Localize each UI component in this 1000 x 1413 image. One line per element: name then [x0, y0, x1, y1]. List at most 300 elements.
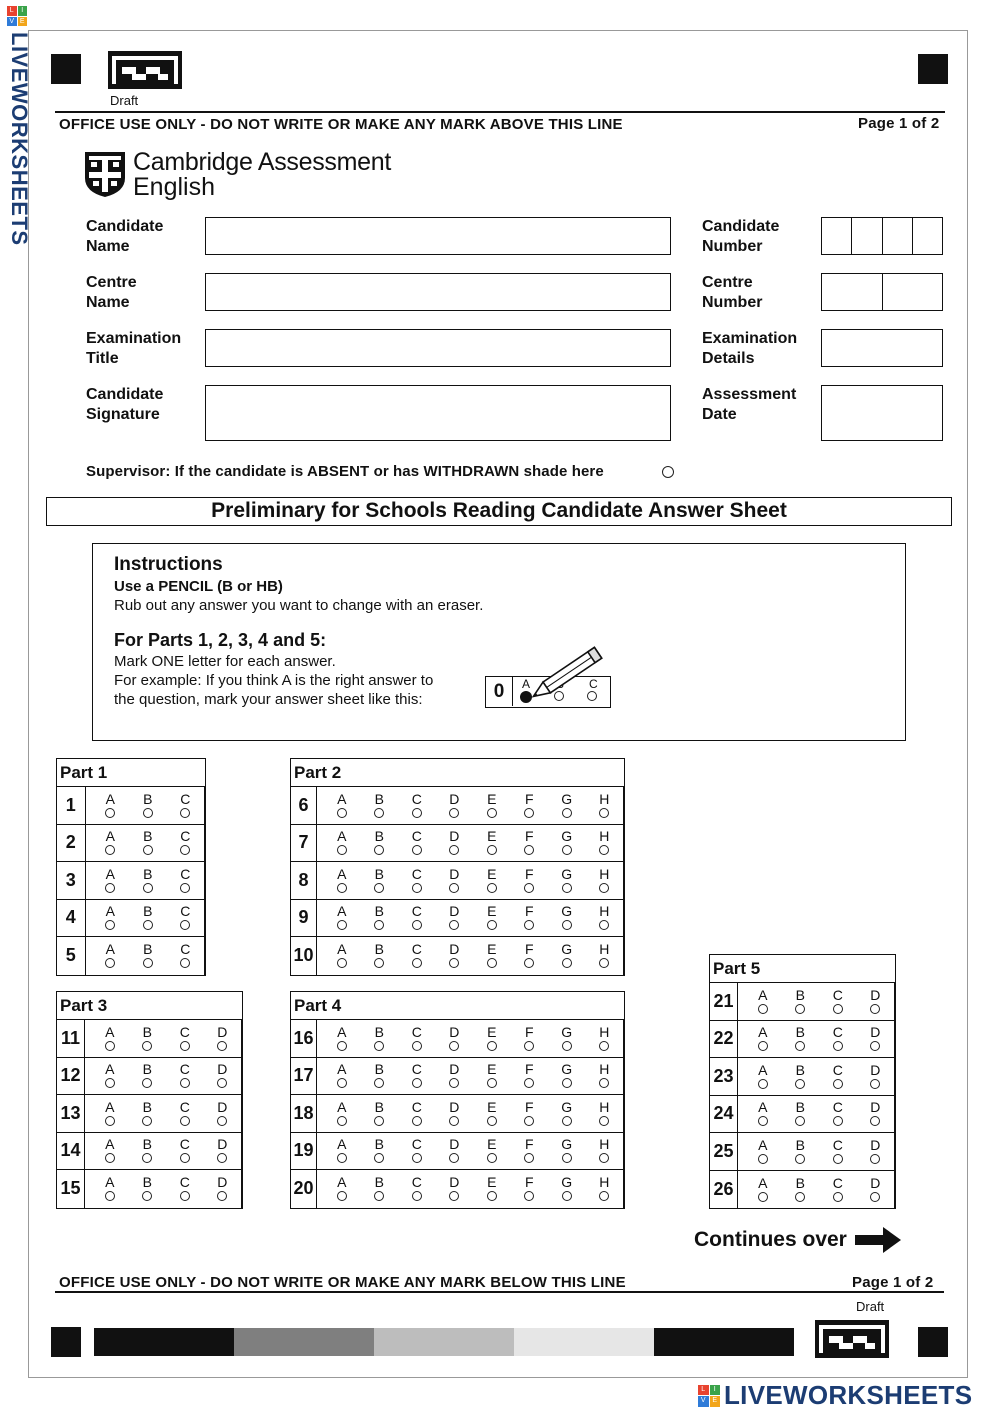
- answer-bubble[interactable]: [412, 808, 422, 818]
- answer-bubble[interactable]: [143, 920, 153, 930]
- answer-option-c[interactable]: [398, 1058, 436, 1095]
- answer-option-f[interactable]: [511, 1020, 549, 1057]
- answer-bubble[interactable]: [599, 1078, 609, 1088]
- answer-bubble[interactable]: [487, 1191, 497, 1201]
- answer-option-e[interactable]: [473, 1133, 511, 1170]
- answer-option-b[interactable]: [361, 1095, 399, 1132]
- answer-option-a[interactable]: [323, 1095, 361, 1132]
- answer-bubble[interactable]: [374, 845, 384, 855]
- answer-option-b[interactable]: [129, 900, 167, 937]
- answer-bubble[interactable]: [487, 808, 497, 818]
- answer-bubble[interactable]: [337, 883, 347, 893]
- answer-bubble[interactable]: [562, 1191, 572, 1201]
- answer-option-f[interactable]: [511, 937, 549, 975]
- answer-option-a[interactable]: [92, 937, 130, 975]
- examination-title-field[interactable]: [205, 329, 671, 367]
- answer-option-a[interactable]: [92, 825, 130, 862]
- answer-bubble[interactable]: [795, 1116, 805, 1126]
- answer-bubble[interactable]: [795, 1154, 805, 1164]
- answer-bubble[interactable]: [143, 808, 153, 818]
- answer-bubble[interactable]: [412, 920, 422, 930]
- option-letter: B: [143, 828, 153, 845]
- answer-option-a[interactable]: [744, 1058, 782, 1095]
- answer-option-d[interactable]: [857, 1096, 895, 1133]
- answer-bubble[interactable]: [599, 958, 609, 968]
- answer-bubble[interactable]: [217, 1116, 227, 1126]
- answer-bubble[interactable]: [870, 1041, 880, 1051]
- answer-option-a[interactable]: [744, 983, 782, 1020]
- answer-option-d[interactable]: [436, 937, 474, 975]
- answer-bubble[interactable]: [449, 1116, 459, 1126]
- answer-option-f[interactable]: [511, 1133, 549, 1170]
- answer-bubble[interactable]: [487, 883, 497, 893]
- answer-bubble[interactable]: [870, 1192, 880, 1202]
- answer-bubble[interactable]: [374, 1116, 384, 1126]
- answer-bubble[interactable]: [562, 1116, 572, 1126]
- answer-option-a[interactable]: [91, 1058, 129, 1095]
- answer-option-c[interactable]: [398, 1133, 436, 1170]
- answer-option-e[interactable]: [473, 862, 511, 899]
- answer-option-d[interactable]: [436, 1095, 474, 1132]
- answer-bubble[interactable]: [412, 1191, 422, 1201]
- answer-option-c[interactable]: [398, 1095, 436, 1132]
- answer-option-c[interactable]: [166, 1095, 204, 1132]
- answer-bubble[interactable]: [374, 1078, 384, 1088]
- answer-option-c[interactable]: [819, 1096, 857, 1133]
- answer-option-a[interactable]: [323, 1133, 361, 1170]
- part-title: Part 5: [709, 954, 896, 982]
- answer-bubble[interactable]: [833, 1154, 843, 1164]
- answer-option-g[interactable]: [548, 862, 586, 899]
- answer-bubble[interactable]: [795, 1041, 805, 1051]
- answer-option-d[interactable]: [204, 1095, 242, 1132]
- answer-bubble[interactable]: [599, 845, 609, 855]
- answer-bubble[interactable]: [524, 883, 534, 893]
- answer-option-b[interactable]: [129, 1058, 167, 1095]
- answer-option-f[interactable]: [511, 862, 549, 899]
- answer-option-h[interactable]: [586, 1020, 624, 1057]
- answer-bubble[interactable]: [105, 920, 115, 930]
- answer-bubble[interactable]: [599, 1191, 609, 1201]
- answer-bubble[interactable]: [562, 1078, 572, 1088]
- centre-number-field[interactable]: [821, 273, 943, 311]
- office-notice-bottom: OFFICE USE ONLY - DO NOT WRITE OR MAKE ANY MARK BELOW THIS LINE: [59, 1274, 626, 1291]
- answer-option-c[interactable]: [167, 787, 205, 824]
- answer-option-c[interactable]: [166, 1133, 204, 1170]
- answer-bubble[interactable]: [180, 1116, 190, 1126]
- answer-bubble[interactable]: [833, 1079, 843, 1089]
- answer-option-a[interactable]: [91, 1095, 129, 1132]
- answer-bubble[interactable]: [337, 1116, 347, 1126]
- answer-option-a[interactable]: [744, 1021, 782, 1058]
- answer-option-b[interactable]: [361, 787, 399, 824]
- answer-option-e[interactable]: [473, 825, 511, 862]
- instructions-line1: Use a PENCIL (B or HB): [114, 578, 283, 595]
- answer-option-e[interactable]: [473, 1095, 511, 1132]
- answer-bubble[interactable]: [449, 845, 459, 855]
- answer-option-f[interactable]: [511, 1095, 549, 1132]
- answer-option-c[interactable]: [398, 862, 436, 899]
- answer-bubble[interactable]: [337, 808, 347, 818]
- answer-bubble[interactable]: [180, 920, 190, 930]
- answer-option-b[interactable]: [782, 1096, 820, 1133]
- answer-bubble[interactable]: [562, 1153, 572, 1163]
- answer-bubble[interactable]: [487, 1078, 497, 1088]
- answer-option-a[interactable]: [323, 937, 361, 975]
- answer-bubble[interactable]: [795, 1192, 805, 1202]
- answer-option-c[interactable]: [819, 1058, 857, 1095]
- answer-option-c[interactable]: [398, 900, 436, 937]
- answer-option-c[interactable]: [166, 1058, 204, 1095]
- answer-bubble[interactable]: [487, 1041, 497, 1051]
- answer-bubble[interactable]: [599, 1041, 609, 1051]
- answer-option-d[interactable]: [436, 825, 474, 862]
- answer-option-b[interactable]: [782, 1133, 820, 1170]
- answer-option-c[interactable]: [167, 937, 205, 975]
- answer-bubble[interactable]: [374, 1041, 384, 1051]
- answer-bubble[interactable]: [337, 1041, 347, 1051]
- answer-bubble[interactable]: [758, 1116, 768, 1126]
- answer-option-d[interactable]: [436, 1133, 474, 1170]
- answer-option-c[interactable]: [819, 1171, 857, 1209]
- answer-option-b[interactable]: [361, 862, 399, 899]
- answer-bubble[interactable]: [833, 1116, 843, 1126]
- answer-bubble[interactable]: [758, 1079, 768, 1089]
- answer-option-e[interactable]: [473, 1020, 511, 1057]
- answer-option-a[interactable]: [323, 825, 361, 862]
- answer-option-b[interactable]: [361, 1020, 399, 1057]
- answer-bubble[interactable]: [599, 920, 609, 930]
- answer-bubble[interactable]: [180, 958, 190, 968]
- answer-bubble[interactable]: [487, 845, 497, 855]
- answer-bubble[interactable]: [105, 958, 115, 968]
- answer-bubble[interactable]: [449, 920, 459, 930]
- answer-bubble[interactable]: [105, 808, 115, 818]
- answer-bubble[interactable]: [180, 1078, 190, 1088]
- answer-option-e[interactable]: [473, 937, 511, 975]
- answer-bubble[interactable]: [449, 1191, 459, 1201]
- answer-option-h[interactable]: [586, 1170, 624, 1208]
- answer-bubble[interactable]: [524, 1078, 534, 1088]
- centre-name-field[interactable]: [205, 273, 671, 311]
- answer-bubble[interactable]: [870, 1154, 880, 1164]
- answer-bubble[interactable]: [374, 1191, 384, 1201]
- answer-option-d[interactable]: [436, 1020, 474, 1057]
- answer-bubble[interactable]: [217, 1153, 227, 1163]
- answer-option-b[interactable]: [129, 1020, 167, 1057]
- answer-bubble[interactable]: [142, 1041, 152, 1051]
- answer-option-d[interactable]: [857, 983, 895, 1020]
- answer-option-a[interactable]: [744, 1133, 782, 1170]
- answer-option-b[interactable]: [782, 1171, 820, 1209]
- answer-bubble[interactable]: [524, 920, 534, 930]
- answer-bubble[interactable]: [870, 1116, 880, 1126]
- answer-bubble[interactable]: [105, 883, 115, 893]
- question-row: [291, 900, 623, 938]
- answer-bubble[interactable]: [833, 1192, 843, 1202]
- answer-option-e[interactable]: [473, 1058, 511, 1095]
- answer-bubble[interactable]: [795, 1004, 805, 1014]
- answer-option-e[interactable]: [473, 787, 511, 824]
- answer-option-a[interactable]: [323, 862, 361, 899]
- answer-option-f[interactable]: [511, 787, 549, 824]
- answer-bubble[interactable]: [142, 1191, 152, 1201]
- answer-option-a[interactable]: [92, 900, 130, 937]
- answer-bubble[interactable]: [562, 883, 572, 893]
- answer-bubble[interactable]: [412, 1153, 422, 1163]
- option-letter: G: [561, 865, 573, 882]
- answer-option-a[interactable]: [323, 1020, 361, 1057]
- answer-option-f[interactable]: [511, 825, 549, 862]
- answer-option-d[interactable]: [204, 1133, 242, 1170]
- answer-option-g[interactable]: [548, 937, 586, 975]
- answer-option-g[interactable]: [548, 1133, 586, 1170]
- answer-bubble[interactable]: [217, 1041, 227, 1051]
- answer-bubble[interactable]: [562, 845, 572, 855]
- answer-bubble[interactable]: [105, 1078, 115, 1088]
- answer-bubble[interactable]: [180, 845, 190, 855]
- answer-bubble[interactable]: [449, 958, 459, 968]
- answer-option-g[interactable]: [548, 1170, 586, 1208]
- answer-bubble[interactable]: [524, 1041, 534, 1051]
- answer-bubble[interactable]: [758, 1192, 768, 1202]
- answer-option-d[interactable]: [857, 1171, 895, 1209]
- answer-option-d[interactable]: [436, 1058, 474, 1095]
- answer-option-b[interactable]: [129, 825, 167, 862]
- answer-bubble[interactable]: [562, 920, 572, 930]
- answer-option-g[interactable]: [548, 1095, 586, 1132]
- answer-bubble[interactable]: [105, 1191, 115, 1201]
- answer-bubble[interactable]: [524, 845, 534, 855]
- answer-bubble[interactable]: [524, 1153, 534, 1163]
- answer-option-a[interactable]: [744, 1171, 782, 1209]
- answer-bubble[interactable]: [337, 1078, 347, 1088]
- answer-option-h[interactable]: [586, 900, 624, 937]
- answer-bubble[interactable]: [599, 1153, 609, 1163]
- answer-option-d[interactable]: [857, 1058, 895, 1095]
- answer-bubble[interactable]: [758, 1041, 768, 1051]
- answer-option-a[interactable]: [323, 787, 361, 824]
- answer-bubble[interactable]: [449, 1078, 459, 1088]
- answer-bubble[interactable]: [143, 958, 153, 968]
- answer-bubble[interactable]: [412, 1078, 422, 1088]
- answer-bubble[interactable]: [142, 1153, 152, 1163]
- answer-bubble[interactable]: [599, 883, 609, 893]
- answer-bubble[interactable]: [562, 1041, 572, 1051]
- answer-option-d[interactable]: [857, 1021, 895, 1058]
- answer-bubble[interactable]: [449, 883, 459, 893]
- answer-option-a[interactable]: [323, 1058, 361, 1095]
- answer-option-a[interactable]: [323, 900, 361, 937]
- answer-option-h[interactable]: [586, 937, 624, 975]
- answer-option-a[interactable]: [92, 787, 130, 824]
- answer-bubble[interactable]: [487, 1116, 497, 1126]
- answer-option-d[interactable]: [436, 900, 474, 937]
- answer-option-b[interactable]: [361, 1133, 399, 1170]
- examination-details-field[interactable]: [821, 329, 943, 367]
- answer-bubble[interactable]: [524, 808, 534, 818]
- answer-option-h[interactable]: [586, 862, 624, 899]
- answer-option-d[interactable]: [204, 1020, 242, 1057]
- answer-bubble[interactable]: [337, 920, 347, 930]
- answer-bubble[interactable]: [524, 958, 534, 968]
- answer-bubble[interactable]: [217, 1078, 227, 1088]
- answer-option-c[interactable]: [398, 787, 436, 824]
- answer-bubble[interactable]: [449, 1041, 459, 1051]
- answer-bubble[interactable]: [105, 1153, 115, 1163]
- answer-bubble[interactable]: [449, 1153, 459, 1163]
- answer-option-d[interactable]: [436, 862, 474, 899]
- answer-option-c[interactable]: [819, 983, 857, 1020]
- answer-option-b[interactable]: [361, 825, 399, 862]
- answer-option-f[interactable]: [511, 1058, 549, 1095]
- answer-option-c[interactable]: [398, 937, 436, 975]
- answer-option-f[interactable]: [511, 1170, 549, 1208]
- answer-option-c[interactable]: [398, 825, 436, 862]
- answer-bubble[interactable]: [337, 958, 347, 968]
- answer-bubble[interactable]: [180, 808, 190, 818]
- answer-bubble[interactable]: [833, 1004, 843, 1014]
- option-letter: H: [599, 1174, 610, 1191]
- answer-bubble[interactable]: [562, 958, 572, 968]
- answer-option-c[interactable]: [167, 862, 205, 899]
- answer-option-h[interactable]: [586, 1058, 624, 1095]
- answer-option-g[interactable]: [548, 1020, 586, 1057]
- answer-option-c[interactable]: [398, 1020, 436, 1057]
- option-letter: E: [487, 865, 497, 882]
- answer-option-a[interactable]: [323, 1170, 361, 1208]
- answer-bubble[interactable]: [180, 1041, 190, 1051]
- answer-bubble[interactable]: [105, 1116, 115, 1126]
- answer-bubble[interactable]: [449, 808, 459, 818]
- answer-option-c[interactable]: [167, 825, 205, 862]
- answer-bubble[interactable]: [180, 1153, 190, 1163]
- answer-option-a[interactable]: [91, 1170, 129, 1208]
- candidate-number-field[interactable]: [821, 217, 943, 255]
- answer-bubble[interactable]: [374, 808, 384, 818]
- answer-bubble[interactable]: [374, 883, 384, 893]
- answer-bubble[interactable]: [142, 1078, 152, 1088]
- answer-bubble[interactable]: [337, 1191, 347, 1201]
- answer-bubble[interactable]: [412, 1116, 422, 1126]
- answer-bubble[interactable]: [562, 808, 572, 818]
- answer-option-h[interactable]: [586, 1095, 624, 1132]
- answer-bubble[interactable]: [412, 845, 422, 855]
- answer-bubble[interactable]: [870, 1079, 880, 1089]
- answer-option-c[interactable]: [398, 1170, 436, 1208]
- answer-option-e[interactable]: [473, 1170, 511, 1208]
- answer-option-a[interactable]: [744, 1096, 782, 1133]
- answer-option-b[interactable]: [782, 983, 820, 1020]
- answer-option-c[interactable]: [819, 1133, 857, 1170]
- answer-option-d[interactable]: [204, 1170, 242, 1208]
- answer-bubble[interactable]: [524, 1191, 534, 1201]
- assessment-date-field[interactable]: [821, 385, 943, 441]
- answer-option-b[interactable]: [129, 862, 167, 899]
- answer-bubble[interactable]: [412, 958, 422, 968]
- answer-option-h[interactable]: [586, 1133, 624, 1170]
- answer-option-d[interactable]: [436, 1170, 474, 1208]
- answer-bubble[interactable]: [412, 1041, 422, 1051]
- candidate-name-field[interactable]: [205, 217, 671, 255]
- answer-bubble[interactable]: [524, 1116, 534, 1126]
- answer-bubble[interactable]: [374, 958, 384, 968]
- answer-bubble[interactable]: [105, 1041, 115, 1051]
- answer-bubble[interactable]: [337, 1153, 347, 1163]
- answer-bubble[interactable]: [143, 883, 153, 893]
- answer-option-c[interactable]: [166, 1170, 204, 1208]
- answer-bubble[interactable]: [142, 1116, 152, 1126]
- answer-option-g[interactable]: [548, 900, 586, 937]
- answer-bubble[interactable]: [143, 845, 153, 855]
- answer-option-b[interactable]: [129, 1170, 167, 1208]
- answer-bubble[interactable]: [337, 845, 347, 855]
- answer-option-b[interactable]: [129, 1095, 167, 1132]
- answer-option-b[interactable]: [361, 1170, 399, 1208]
- answer-bubble[interactable]: [599, 1116, 609, 1126]
- answer-bubble[interactable]: [599, 808, 609, 818]
- answer-bubble[interactable]: [487, 920, 497, 930]
- answer-option-h[interactable]: [586, 825, 624, 862]
- answer-bubble[interactable]: [180, 1191, 190, 1201]
- answer-bubble[interactable]: [374, 920, 384, 930]
- answer-bubble[interactable]: [105, 845, 115, 855]
- answer-option-b[interactable]: [129, 787, 167, 824]
- answer-bubble[interactable]: [412, 883, 422, 893]
- answer-option-d[interactable]: [857, 1133, 895, 1170]
- answer-option-a[interactable]: [91, 1020, 129, 1057]
- answer-option-b[interactable]: [361, 1058, 399, 1095]
- answer-option-g[interactable]: [548, 1058, 586, 1095]
- answer-option-d[interactable]: [436, 787, 474, 824]
- answer-option-c[interactable]: [167, 900, 205, 937]
- option-letter: A: [105, 1023, 115, 1040]
- answer-bubble[interactable]: [374, 1153, 384, 1163]
- answer-option-d[interactable]: [204, 1058, 242, 1095]
- answer-option-b[interactable]: [129, 1133, 167, 1170]
- answer-option-b[interactable]: [782, 1021, 820, 1058]
- answer-option-b[interactable]: [361, 937, 399, 975]
- examination-details-label: Examination Details: [702, 330, 798, 367]
- answer-bubble[interactable]: [180, 883, 190, 893]
- answer-option-a[interactable]: [92, 862, 130, 899]
- answer-bubble[interactable]: [758, 1154, 768, 1164]
- answer-bubble[interactable]: [758, 1004, 768, 1014]
- answer-option-c[interactable]: [819, 1021, 857, 1058]
- answer-bubble[interactable]: [795, 1079, 805, 1089]
- option-letter: G: [561, 941, 573, 958]
- answer-option-b[interactable]: [782, 1058, 820, 1095]
- answer-bubble[interactable]: [487, 1153, 497, 1163]
- answer-option-h[interactable]: [586, 787, 624, 824]
- answer-bubble[interactable]: [217, 1191, 227, 1201]
- candidate-signature-field[interactable]: [205, 385, 671, 441]
- answer-option-a[interactable]: [91, 1133, 129, 1170]
- answer-option-c[interactable]: [166, 1020, 204, 1057]
- answer-bubble[interactable]: [870, 1004, 880, 1014]
- answer-option-b[interactable]: [361, 900, 399, 937]
- answer-option-b[interactable]: [129, 937, 167, 975]
- answer-bubble[interactable]: [487, 958, 497, 968]
- answer-option-g[interactable]: [548, 825, 586, 862]
- option-letter: C: [179, 1136, 190, 1153]
- answer-option-f[interactable]: [511, 900, 549, 937]
- answer-bubble[interactable]: [833, 1041, 843, 1051]
- answer-option-g[interactable]: [548, 787, 586, 824]
- option-letter: G: [561, 828, 573, 845]
- answer-option-e[interactable]: [473, 900, 511, 937]
- absent-bubble[interactable]: [662, 466, 674, 478]
